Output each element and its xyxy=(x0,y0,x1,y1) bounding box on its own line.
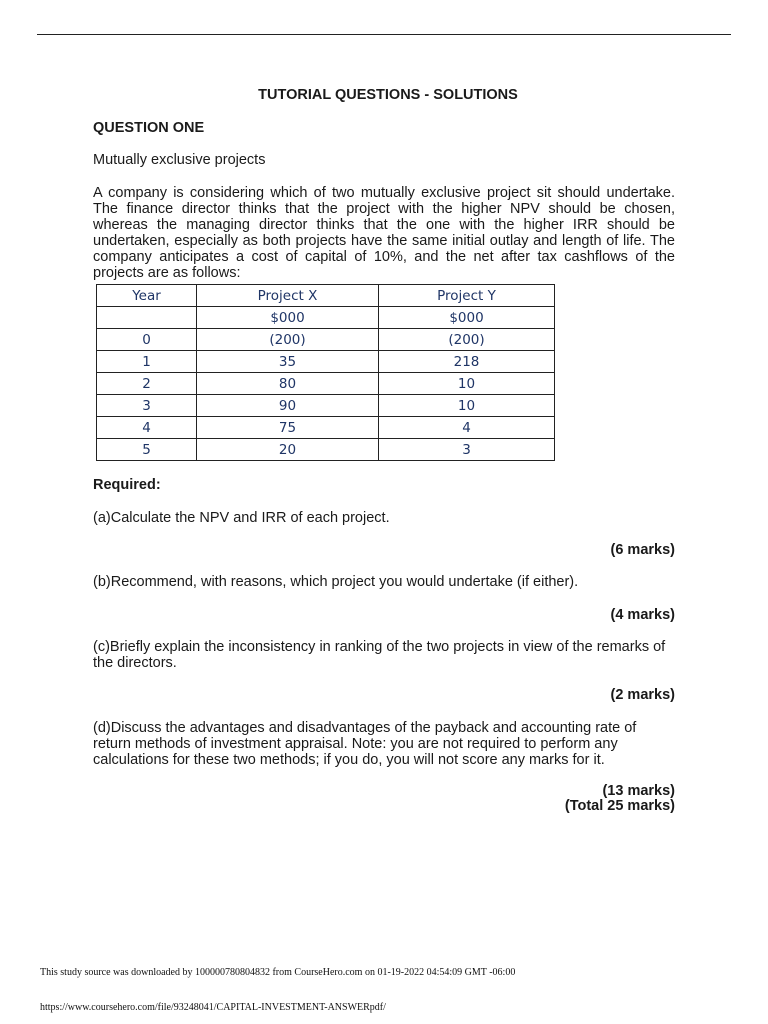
table-header-row xyxy=(97,285,555,307)
part-c-text: (c)Briefly explain the inconsistency in ranking of the two projects in view of the remarks of the directors. xyxy=(93,639,666,671)
part-b-marks: (4 marks) xyxy=(610,607,675,623)
question-intro: A company is considering which of two mutually exclusive project sit should undertake. The finance director thinks that the project with the higher NPV should be chosen, whereas the managing director thinks that the one with the higher IRR should be undertaken, especially as both projects have the same initial outlay and length of life. The company anticipates a cost of capital of 10%, and the net after tax cashflows of the projects are as follows: xyxy=(93,185,675,281)
header-project-y: Project Y xyxy=(379,285,555,307)
cell-year: 4 xyxy=(97,417,197,439)
cell-project-x: (200) xyxy=(197,329,379,351)
table-row xyxy=(97,329,555,351)
part-a-text: (a)Calculate the NPV and IRR of each project. xyxy=(93,510,390,526)
cell-year: 2 xyxy=(97,373,197,395)
part-d-marks: (13 marks) xyxy=(602,783,675,799)
table-row xyxy=(97,395,555,417)
page-title: TUTORIAL QUESTIONS - SOLUTIONS xyxy=(258,87,518,103)
total-marks: (Total 25 marks) xyxy=(564,798,675,814)
cell-year: 1 xyxy=(97,351,197,373)
cell-year: 5 xyxy=(97,439,197,461)
cell-project-y: 4 xyxy=(379,417,555,439)
header-project-x: Project X xyxy=(197,285,379,307)
table-row xyxy=(97,417,555,439)
table-row xyxy=(97,351,555,373)
top-divider xyxy=(37,34,731,35)
unit-project-y: $000 xyxy=(379,307,555,329)
question-heading: QUESTION ONE xyxy=(93,120,205,136)
source-url[interactable]: https://www.coursehero.com/file/93248041/CAPITAL-INVESTMENT-ANSWERpdf/ xyxy=(40,1002,386,1013)
cell-project-x: 35 xyxy=(197,351,379,373)
cell-project-y: 10 xyxy=(379,373,555,395)
table-units-row xyxy=(97,307,555,329)
part-c-marks: (2 marks) xyxy=(610,687,675,703)
required-heading: Required: xyxy=(93,477,161,493)
part-b-text: (b)Recommend, with reasons, which project you would undertake (if either). xyxy=(93,574,579,590)
header-year: Year xyxy=(97,285,197,307)
cashflow-table xyxy=(96,284,555,461)
unit-project-x: $000 xyxy=(197,307,379,329)
cell-project-y: 218 xyxy=(379,351,555,373)
cell-project-y: (200) xyxy=(379,329,555,351)
part-a-marks: (6 marks) xyxy=(610,542,675,558)
cell-project-x: 90 xyxy=(197,395,379,417)
question-subtitle: Mutually exclusive projects xyxy=(93,152,266,168)
cell-project-x: 80 xyxy=(197,373,379,395)
cell-project-x: 20 xyxy=(197,439,379,461)
part-d-text: (d)Discuss the advantages and disadvantages of the payback and accounting rate of return methods of investment appraisal. Note: you are not required to perform any calculations for these two methods; if you do, you will not score any marks for it. xyxy=(93,720,637,768)
cell-year: 3 xyxy=(97,395,197,417)
cell-project-y: 3 xyxy=(379,439,555,461)
cell-project-x: 75 xyxy=(197,417,379,439)
unit-year xyxy=(97,307,197,329)
table-row xyxy=(97,439,555,461)
table-row xyxy=(97,373,555,395)
download-note: This study source was downloaded by 100000780804832 from CourseHero.com on 01-19-2022 04:54:09 GMT -06:00 xyxy=(40,967,516,978)
cell-project-y: 10 xyxy=(379,395,555,417)
cell-year: 0 xyxy=(97,329,197,351)
